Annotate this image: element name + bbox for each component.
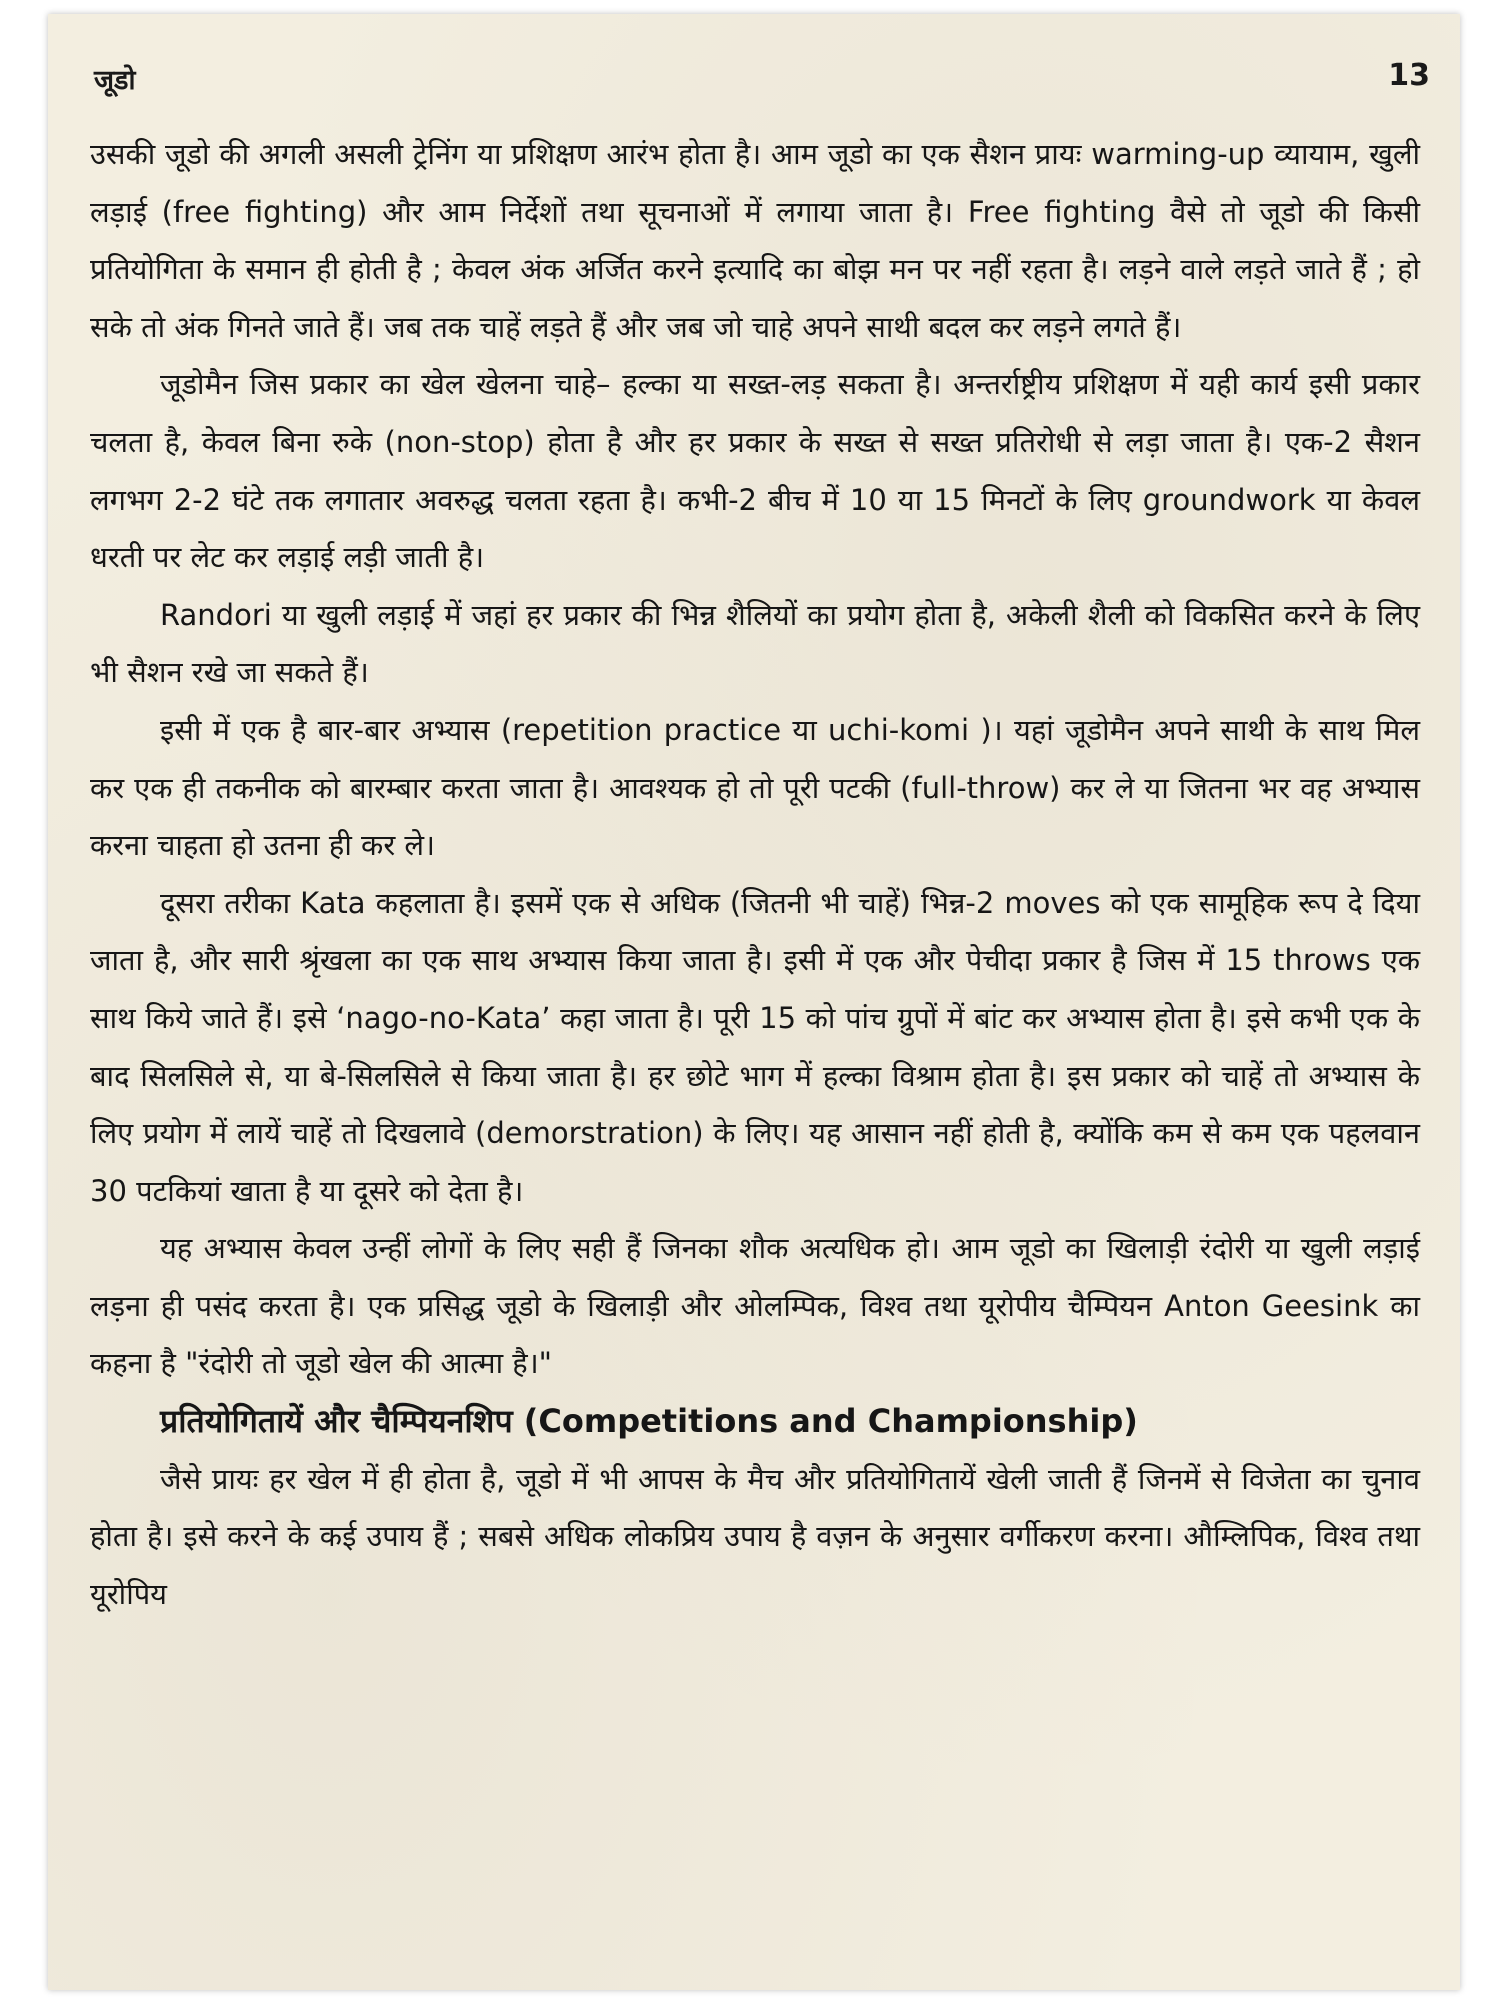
section-heading-competitions: प्रतियोगितायें और चैम्पियनशिप (Competitions and Championship) [160,1402,1138,1441]
paragraph-international-training: जूडोमैन जिस प्रकार का खेल खेलना चाहे– हल्का या सख्त-लड़ सकता है। अन्तर्राष्ट्रीय प्रशिक्षण में यही कार्य इसी प्रकार चलता है, केवल बिना रुके (non-stop) होता है और हर प्रकार के सख्त से सख्त प्रतिरोधी से लड़ा जाता है। एक-2 सैशन लगभग 2-2 घंटे तक लगातार अवरुद्ध चलता रहता है। कभी-2 बीच में 10 या 15 मिनटों के लिए groundwork या केवल धरती पर लेट कर लड़ाई लड़ी जाती है। [90,367,1420,575]
paragraph-randori-quote: यह अभ्यास केवल उन्हीं लोगों के लिए सही हैं जिनका शौक अत्यधिक हो। आम जूडो का खिलाड़ी रंदोरी या खुली लड़ाई लड़ना ही पसंद करता है। एक प्रसिद्ध जूडो के खिलाड़ी और ओलम्पिक, विश्व तथा यूरोपीय चैम्पियन Anton Geesink का कहना है "रंदोरी तो जूडो खेल की आत्मा है।" [90,1231,1420,1381]
paragraph-competitions: जैसे प्रायः हर खेल में ही होता है, जूडो में भी आपस के मैच और प्रतियोगितायें खेली जाती हैं जिनमें से विजेता का चुनाव होता है। इसे करने के कई उपाय हैं ; सबसे अधिक लोकप्रिय उपाय है वज़न के अनुसार वर्गीकरण करना। औम्लिपिक, विश्व तथा यूरोपिय [90,1461,1420,1611]
page-number: 13 [1388,58,1430,93]
paragraph-repetition-practice: इसी में एक है बार-बार अभ्यास (repetition practice या uchi-komi )। यहां जूडोमैन अपने साथी के साथ मिल कर एक ही तकनीक को बारम्बार करता जाता है। आवश्यक हो तो पूरी पटकी (full-throw) कर ले या जितना भर वह अभ्यास करना चाहता हो उतना ही कर ले। [90,712,1420,863]
paragraph-training-session: उसकी जूडो की अगली असली ट्रेनिंग या प्रशिक्षण आरंभ होता है। आम जूडो का एक सैशन प्रायः warming-up व्यायाम, खुली लड़ाई (free fighting) और आम निर्देशों तथा सूचनाओं में लगाया जाता है। Free fighting वैसे तो जूडो की किसी प्रतियोगिता के समान ही होती है ; केवल अंक अर्जित करने इत्यादि का बोझ मन पर नहीं रहता है। लड़ने वाले लड़ते जाते हैं ; हो सके तो अंक गिनते जाते हैं। जब तक चाहें लड़ते हैं और जब जो चाहे अपने साथी बदल कर लड़ने लगते हैं। [90,137,1420,344]
running-head: जूडो [94,65,136,96]
paragraph-kata: दूसरा तरीका Kata कहलाता है। इसमें एक से अधिक (जितनी भी चाहें) भिन्न-2 moves को एक सामूहिक रूप दे दिया जाता है, और सारी श्रृंखला का एक साथ अभ्यास किया जाता है। इसी में एक और पेचीदा प्रकार है जिस में 15 throws एक साथ किये जाते हैं। इसे ‘nago-no-Kata’ कहा जाता है। पूरी 15 को पांच ग्रुपों में बांट कर अभ्यास होता है। इसे कभी एक के बाद सिलसिले से, या बे-सिलसिले से किया जाता है। हर छोटे भाग में हल्का विश्राम होता है। इस प्रकार को चाहें तो अभ्यास के लिए प्रयोग में लायें चाहें तो दिखलावे (demorstration) के लिए। यह आसान नहीं होती है, क्योंकि कम से कम एक पहलवान 30 पटकियां खाता है या दूसरे को देता है। [90,885,1420,1208]
paragraph-randori: Randori या खुली लड़ाई में जहां हर प्रकार की भिन्न शैलियों का प्रयोग होता है, अकेली शैली को विकसित करने के लिए भी सैशन रखे जा सकते हैं। [90,597,1420,690]
page-body [90,126,1420,1623]
book-page [48,14,1460,1990]
